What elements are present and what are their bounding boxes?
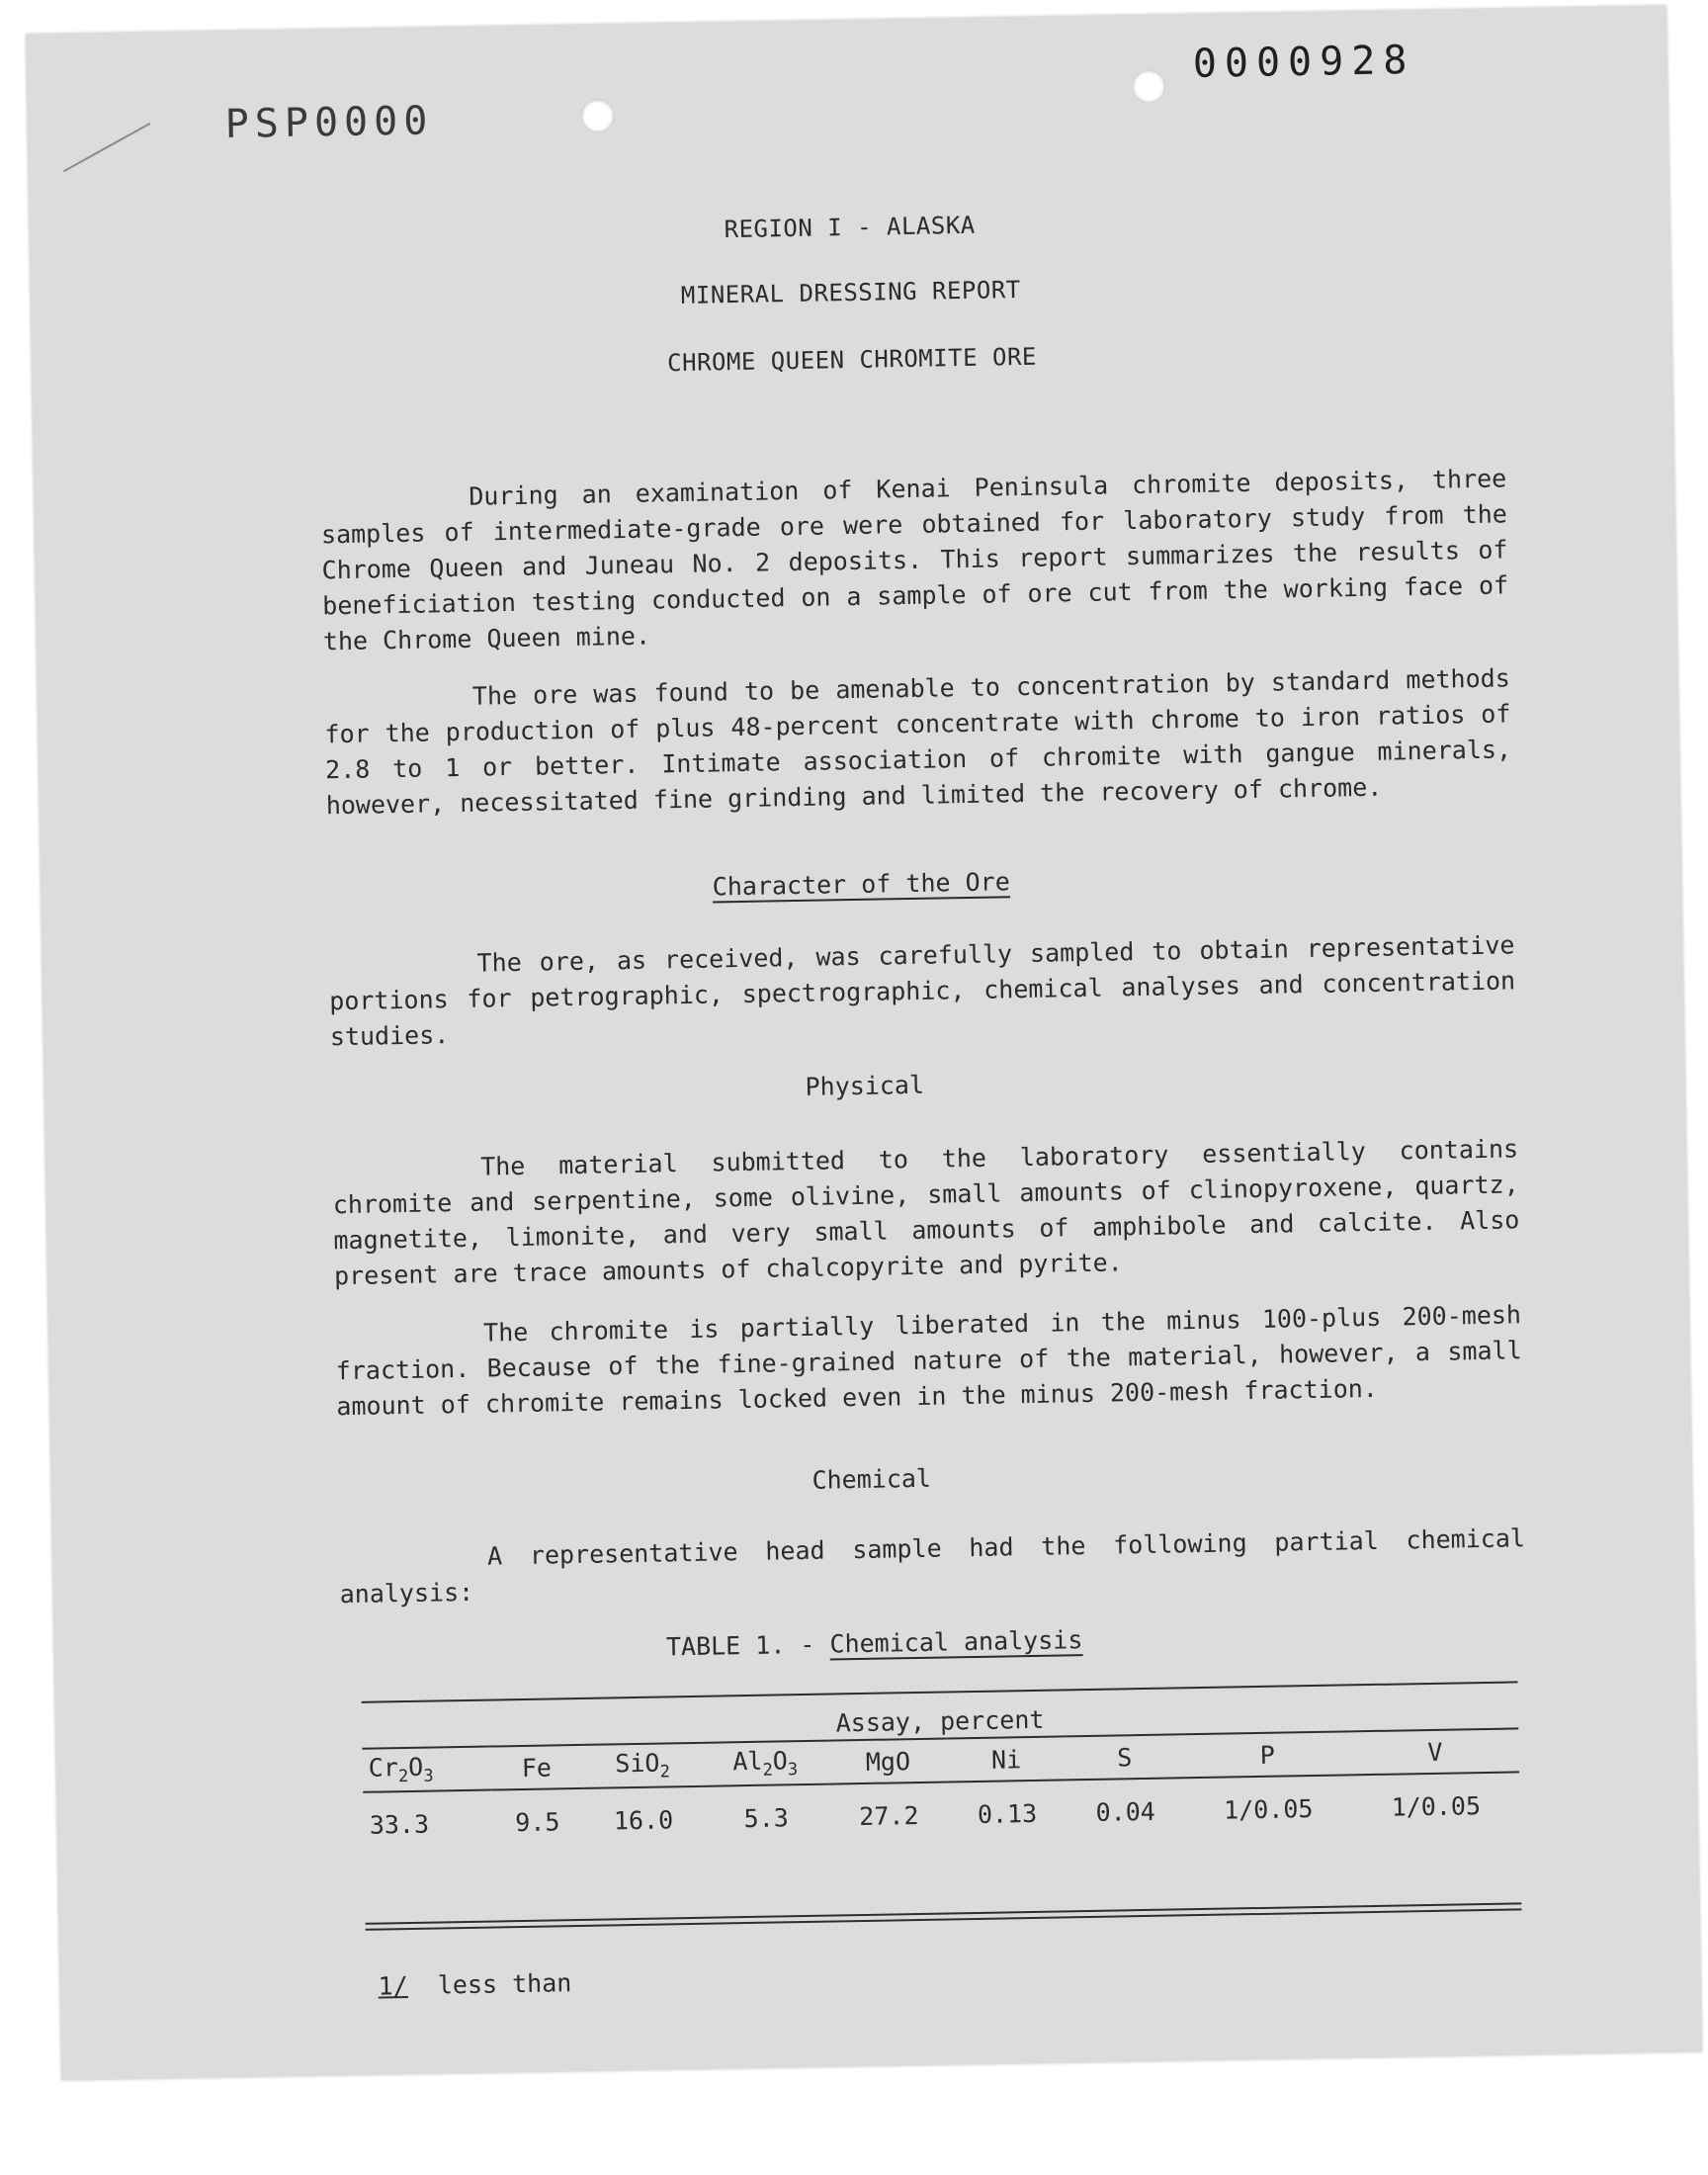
paragraph-intro: During an examination of Kenai Peninsula chromite deposits, three samples of intermediate-grade ore were obtained for laboratory study from the Chrome Queen and Juneau No. 2 deposits. This report summarizes the results of beneficiation testing conducted on a sample of ore cut from the working face of the Chrome Queen mine. [320,464,1509,656]
paragraph-summary: The ore was found to be amenable to concentration by standard methods for the production of plus 48-percent concentrate with chrome to iron ratios of 2.8 to 1 or better. Intimate association of chromite with gangue minerals, however, necessitated fine grinding and limited the recovery of chrome. [324,663,1512,821]
value-cr2o3: 33.3 [369,1809,430,1840]
header-cr2o3: $Cr_2O_3$ [368,1752,434,1787]
footnote-text: less than [437,1968,572,2000]
heading-chemical: Chemical [811,1463,932,1495]
header-ni: Ni [990,1744,1022,1775]
header-mgo: MgO [865,1746,911,1777]
value-s: 0.04 [1095,1796,1156,1827]
heading-character [41,855,1681,913]
title-ore: CHROME QUEEN CHROMITE ORE [666,342,1038,378]
paragraph-character: The ore, as received, was carefully sampled to obtain representative portions for petrographic, spectrographic, chemical analyses and concentration studies. [328,930,1516,1052]
paragraph-liberation: The chromite is partially liberated in the minus 100-plus 200-mesh fraction. Because of the fine-grained nature of the material, however, a small amount of chromite remains locked even in the minus 200-mesh fraction. [335,1300,1522,1422]
punch-hole [580,99,615,133]
header-s: S [1116,1742,1133,1772]
header-al2o3: $Al_2O_3$ [732,1746,799,1781]
chemical-analysis-table [362,1689,1520,1857]
header-sio2: SiO$_2$ [615,1748,671,1783]
value-sio2: 16.0 [613,1805,674,1836]
document-page [26,6,1702,2081]
stamp-right: 0000928 [1192,37,1415,87]
value-fe: 9.5 [515,1807,560,1838]
table-caption-prefix: TABLE 1. - [665,1629,830,1662]
table-caption [54,1614,1695,1672]
title-region: REGION I - ALASKA [724,211,976,244]
header-fe: Fe [521,1752,553,1783]
paragraph-physical: The material submitted to the laboratory essentially contains chromite and serpentine, some olivine, small amounts of clinopyroxene, quartz, magnetite, limonite, and very small amounts of amphibole and calcite. Also present are trace amounts of chalcopyrite and pyrite. [332,1134,1520,1291]
table-group-header: Assay, percent [835,1704,1045,1738]
header-v: V [1427,1737,1443,1767]
title-report: MINERAL DRESSING REPORT [680,275,1021,309]
value-v: 1/0.05 [1391,1791,1482,1822]
value-ni: 0.13 [977,1798,1038,1829]
punch-hole [1132,69,1166,104]
stamp-left: PSP0000 [224,98,434,147]
value-p: 1/0.05 [1223,1794,1314,1825]
heading-character-text: Character of the Ore [712,867,1011,902]
footnote [378,1968,571,2000]
heading-physical: Physical [805,1070,925,1101]
table-caption-title: Chemical analysis [829,1625,1083,1659]
pencil-mark [63,123,150,172]
value-mgo: 27.2 [859,1800,919,1832]
footnote-mark: 1/ [378,1971,408,2001]
value-al2o3: 5.3 [743,1803,790,1834]
header-p: P [1259,1740,1276,1770]
paragraph-chemical: A representative head sample had the following partial chemical analysis: [339,1523,1526,1610]
table-rule-bottom-1 [366,1902,1522,1924]
